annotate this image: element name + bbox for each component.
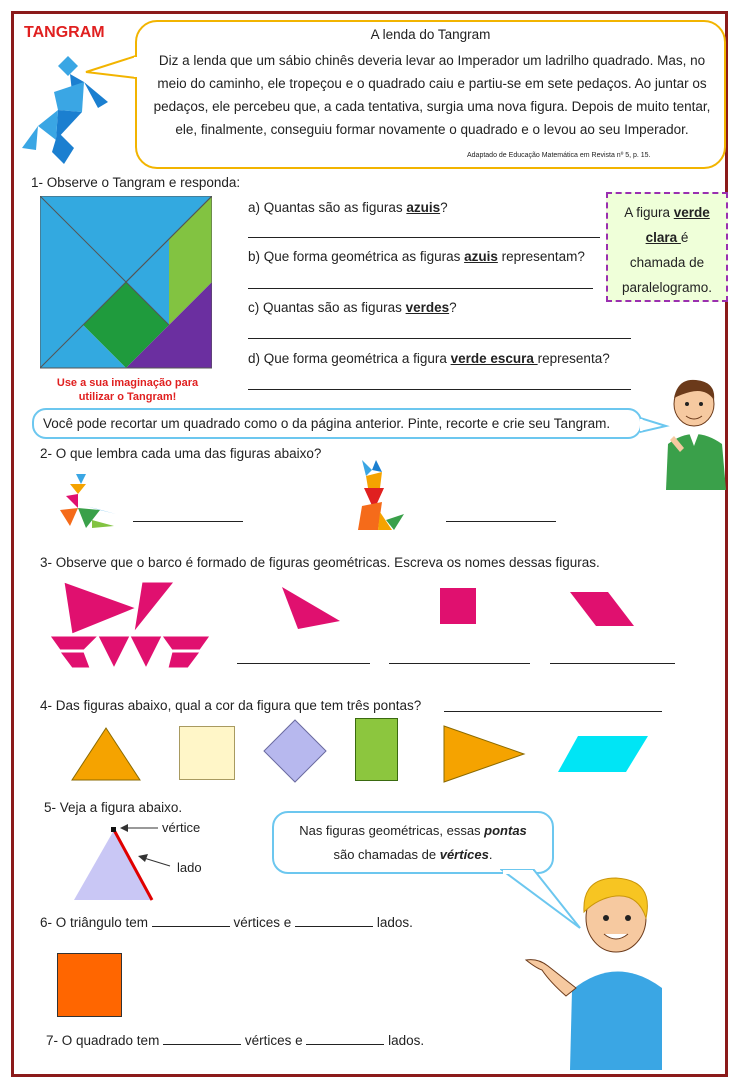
boy-teacher-illustration (660, 374, 730, 492)
q1d-answer-line[interactable] (248, 389, 631, 390)
q3-title: 3- Observe que o barco é formado de figuras geométricas. Escreva os nomes dessas figuras. (40, 555, 600, 570)
q1d-text: d) Que forma geométrica a figura verde escura representa? (248, 351, 610, 366)
boat-parallelogram-piece (568, 590, 636, 628)
q7-sides-blank[interactable] (306, 1044, 384, 1045)
q1a-answer-line[interactable] (248, 237, 600, 238)
side-label: lado (177, 860, 202, 875)
cyan-parallelogram (556, 734, 650, 774)
cream-square (179, 726, 235, 780)
q1-title: 1- Observe o Tangram e responda: (31, 175, 241, 190)
q1b-answer-line[interactable] (248, 288, 593, 289)
q7-text: 7- O quadrado tem vértices e lados. (46, 1033, 425, 1048)
boat-triangle-piece (278, 585, 342, 631)
q2-answer-line-2[interactable] (446, 521, 556, 522)
q2-answer-line-1[interactable] (133, 521, 243, 522)
q2-title: 2- O que lembra cada uma das figuras abaixo? (40, 446, 322, 461)
green-rectangle (355, 718, 398, 781)
boy-blond-illustration (520, 870, 670, 1070)
vertex-bubble: Nas figuras geométricas, essas pontas são chamadas de vértices. (272, 811, 554, 874)
q3-answer-line-2[interactable] (389, 663, 530, 664)
tangram-boat-figure (50, 578, 210, 672)
legend-text: Diz a lenda que um sábio chinês deveria levar ao Imperador um ladrilho quadrado. Mas, no meio do caminho, ele tropeçou e o quadrado caiu e partiu-se em sete pedaços. Ao juntar os pedaços, ele percebeu que, a cada tentativa, surgia uma nova figura. Depois de muito tentar, ele, finalmente, conseguiu formar novamente o quadrado e o levou ao seu Imperador. (153, 53, 711, 137)
vertex-label: vértice (162, 820, 201, 835)
q4-title: 4- Das figuras abaixo, qual a cor da figura que tem três pontas? (40, 698, 422, 713)
page-title: TANGRAM (24, 24, 105, 41)
q6-sides-blank[interactable] (295, 926, 373, 927)
tangram-swan-figure (56, 470, 118, 532)
q1a-text: a) Quantas são as figuras azuis? (248, 200, 448, 215)
q5-title: 5- Veja a figura abaixo. (44, 800, 183, 815)
orange-square (57, 953, 122, 1017)
q6-text: 6- O triângulo tem vértices e lados. (40, 915, 413, 930)
orange-triangle (70, 726, 142, 782)
tangram-cat-figure (352, 458, 408, 536)
orange-arrow-triangle (440, 724, 526, 784)
boat-square-piece (440, 588, 476, 624)
q3-answer-line-1[interactable] (237, 663, 370, 664)
tip-bubble: Você pode recortar um quadrado como o da página anterior. Pinte, recorte e crie seu Tangram. (32, 408, 642, 439)
q1c-text: c) Quantas são as figuras verdes? (248, 300, 457, 315)
q1b-text: b) Que forma geométrica as figuras azuis representam? (248, 249, 585, 264)
lavender-diamond (262, 718, 328, 784)
q7-vertices-blank[interactable] (163, 1044, 241, 1045)
parallelogram-note: A figura verde clara é chamada de paralelogramo. (606, 192, 728, 302)
imagination-caption: Use a sua imaginação para utilizar o Tangram! (56, 377, 199, 403)
q3-answer-line-3[interactable] (550, 663, 675, 664)
legend-title: A lenda do Tangram (370, 27, 491, 42)
legend-source: Adaptado de Educação Matemática em Revista nº 5, p. 15. (467, 152, 651, 159)
legend-bubble-tail (84, 52, 140, 82)
tangram-square (40, 196, 212, 370)
q6-vertices-blank[interactable] (152, 926, 230, 927)
q4-answer-line[interactable] (444, 711, 662, 712)
q1c-answer-line[interactable] (248, 338, 631, 339)
